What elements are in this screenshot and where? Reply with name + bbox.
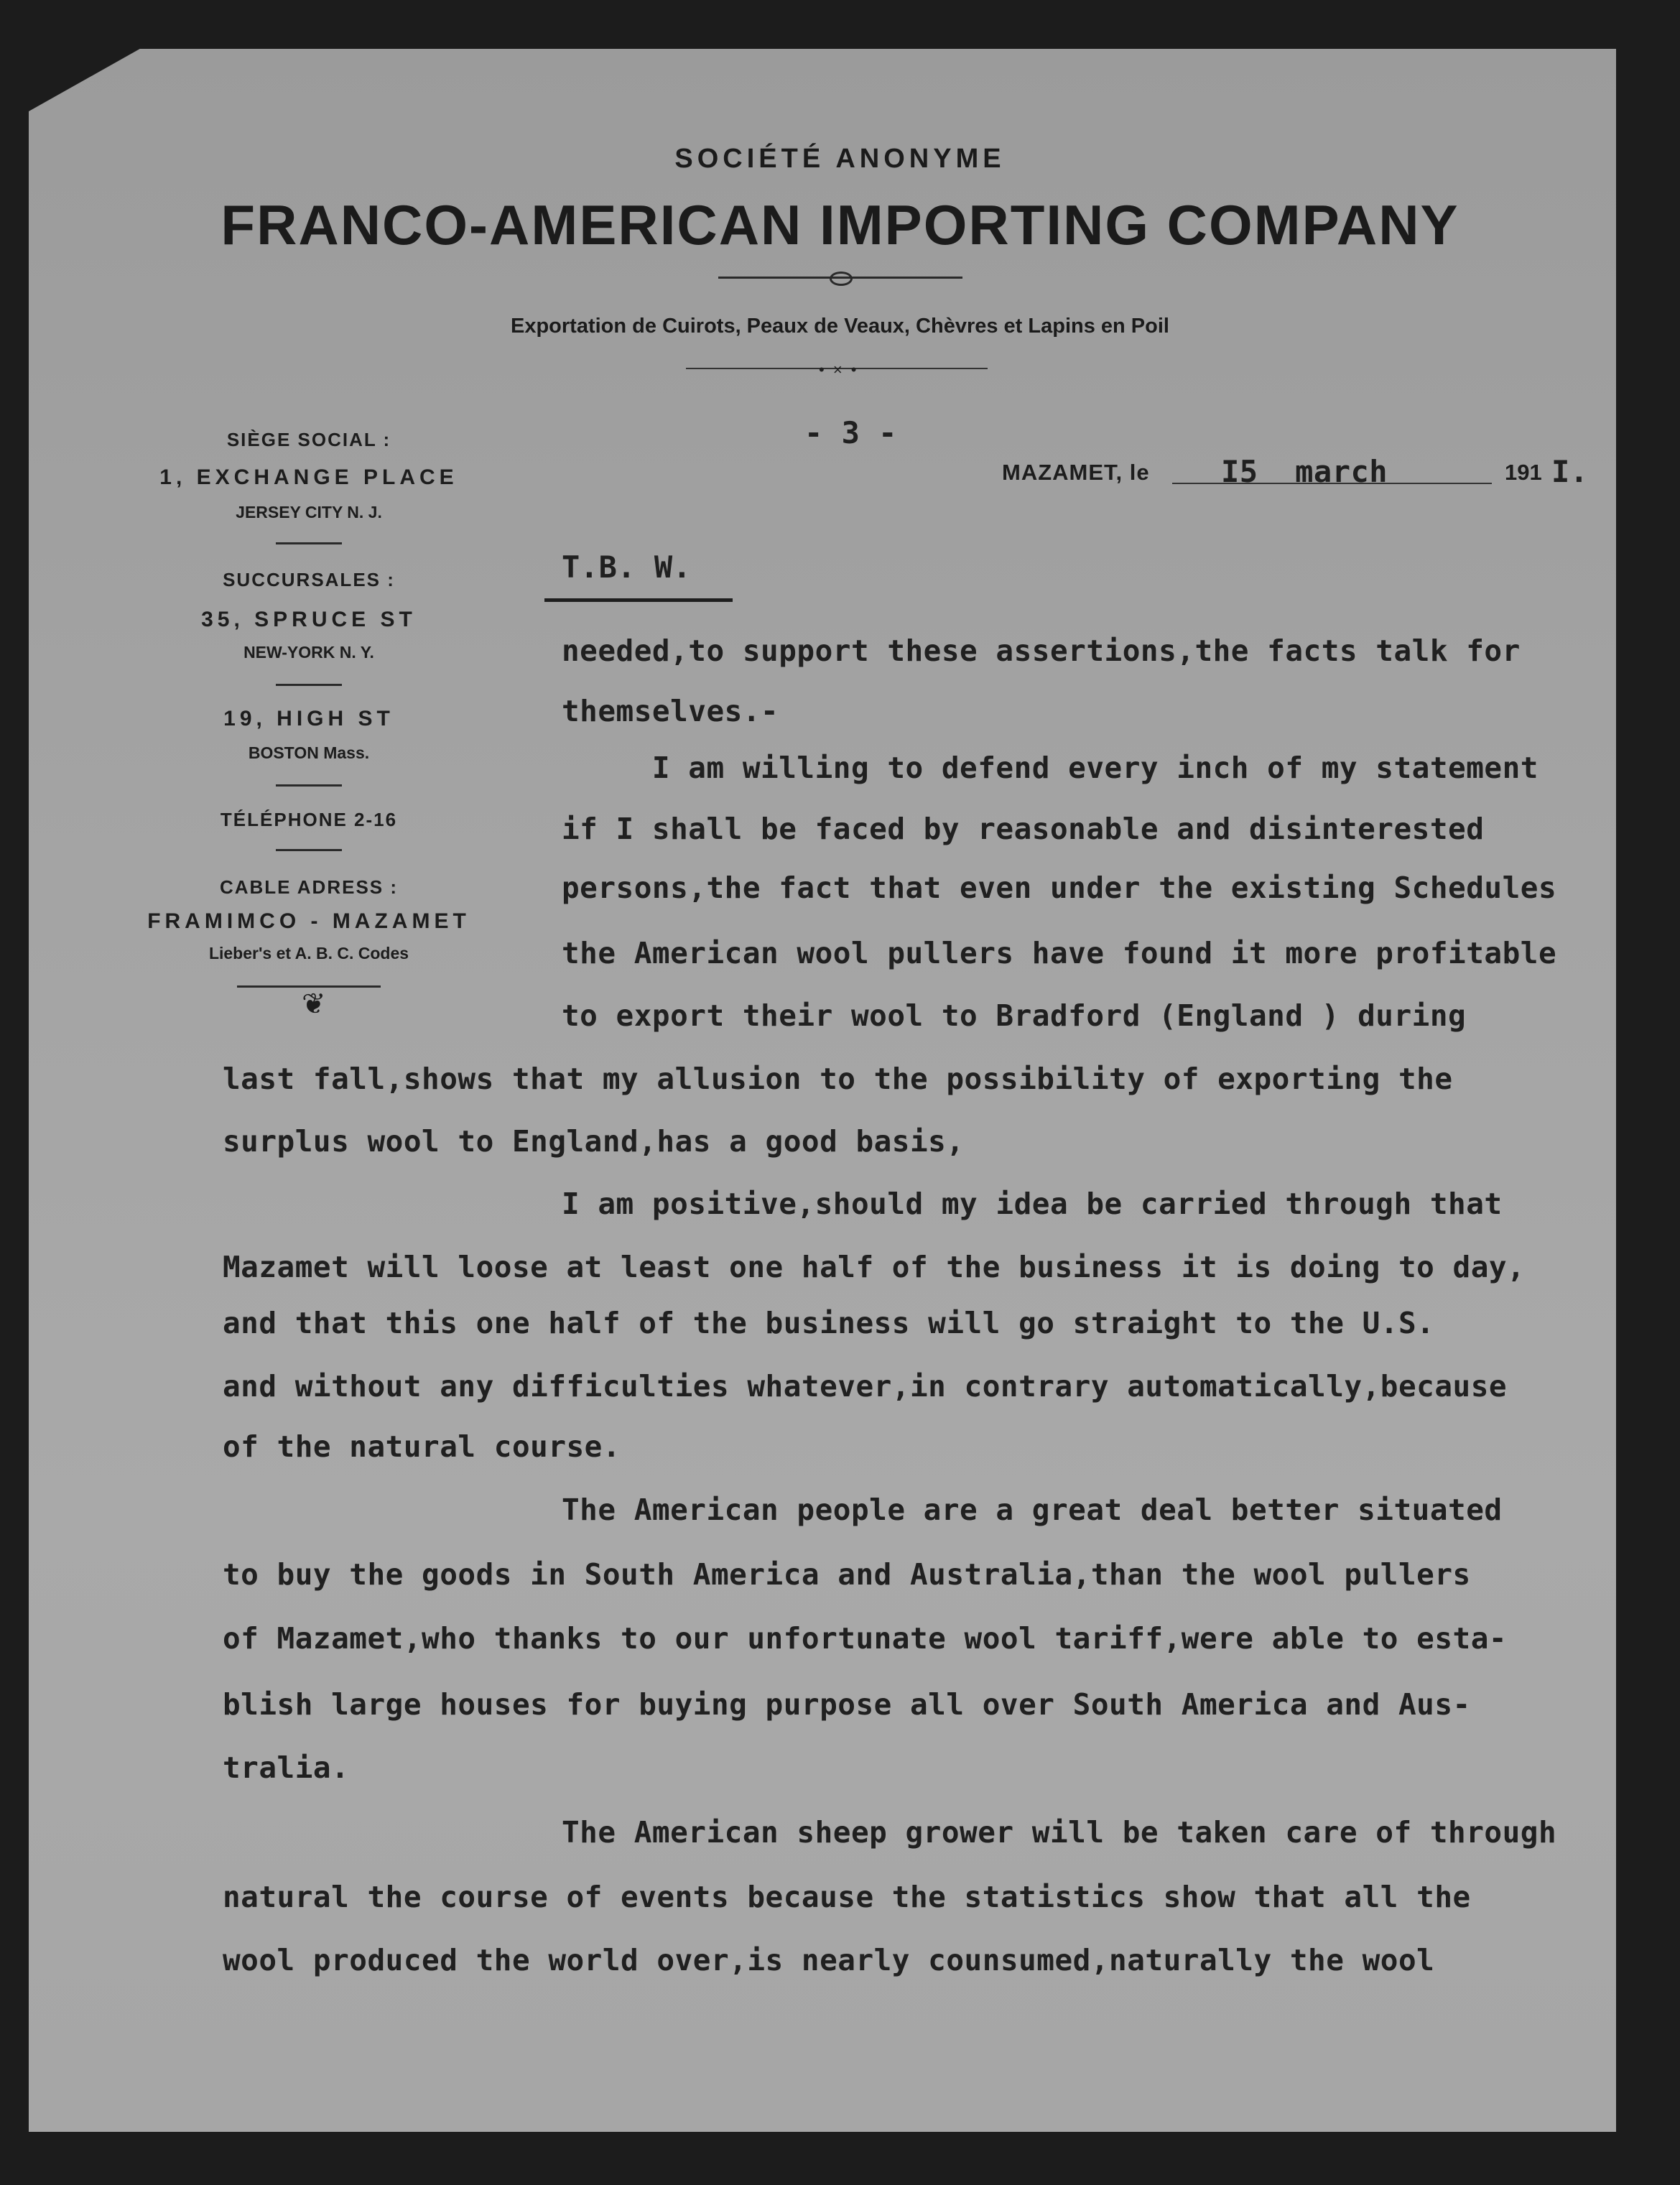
body-line: natural the course of events because the statistics show that all the [223, 1880, 1471, 1914]
siege-address: 1, EXCHANGE PLACE [159, 465, 458, 489]
body-line: The American people are a great deal better situated [562, 1493, 1503, 1527]
dateline-date: I5 march [1221, 454, 1388, 489]
sidebar-divider [276, 684, 342, 686]
body-line: The American sheep grower will be taken care of through [562, 1815, 1557, 1850]
siege-label: SIÈGE SOCIAL : [226, 429, 391, 450]
body-line: themselves.- [562, 694, 779, 728]
codes: Lieber's et A. B. C. Codes [208, 944, 409, 962]
body-line: tralia. [223, 1750, 350, 1785]
body-line: Mazamet will loose at least one half of the business it is doing to day, [223, 1250, 1526, 1284]
siege-city: JERSEY CITY N. J. [236, 503, 382, 521]
sidebar-divider [276, 849, 342, 851]
cable-address: FRAMIMCO - MAZAMET [147, 909, 470, 933]
branch2-city: BOSTON Mass. [248, 743, 370, 762]
body-line: to export their wool to Bradford (England ) during [562, 998, 1467, 1033]
sidebar-divider [276, 542, 342, 544]
dateline-place: MAZAMET, le [1002, 460, 1150, 485]
addressee-underline [544, 598, 733, 602]
dateline-year-typed: I. [1551, 454, 1589, 489]
dateline-year-prefix: 191 [1505, 460, 1542, 485]
letterhead-export-line: Exportation de Cuirots, Peaux de Veaux, Chèvres et Lapins en Poil [511, 315, 1169, 338]
flourish-icon: ❦ [302, 988, 326, 1020]
body-line: I am willing to defend every inch of my statement [562, 751, 1539, 785]
addressee: T.B. W. [562, 549, 692, 585]
cable-label: CABLE ADRESS : [219, 876, 399, 898]
letterhead-societe: SOCIÉTÉ ANONYME [674, 144, 1006, 174]
body-line: persons,the fact that even under the existing Schedules [562, 871, 1557, 905]
succursales-label: SUCCURSALES : [223, 569, 395, 590]
branch1-address: 35, SPRUCE ST [201, 608, 417, 631]
body-line: and without any difficulties whatever,in contrary automatically,because [223, 1369, 1508, 1404]
telephone: TÉLÉPHONE 2-16 [220, 809, 398, 830]
letterhead-company-name: FRANCO-AMERICAN IMPORTING COMPANY [221, 193, 1459, 256]
body-line: and that this one half of the business will go straight to the U.S. [223, 1306, 1435, 1340]
body-line: of the natural course. [223, 1429, 621, 1464]
branch2-address: 19, HIGH ST [223, 707, 394, 730]
body-line: wool produced the world over,is nearly counsumed,naturally the wool [223, 1943, 1435, 1977]
body-line: surplus wool to England,has a good basis, [223, 1124, 965, 1159]
body-line: needed,to support these assertions,the facts talk for [562, 634, 1521, 668]
body-line: last fall,shows that my allusion to the possibility of exporting the [223, 1062, 1453, 1096]
body-line: the American wool pullers have found it more profitable [562, 936, 1557, 970]
sidebar-divider [276, 784, 342, 787]
body-line: blish large houses for buying purpose all over South America and Aus- [223, 1687, 1471, 1722]
branch1-city: NEW-YORK N. Y. [243, 643, 374, 662]
body-line: I am positive,should my idea be carried through that [562, 1187, 1503, 1221]
body-line: to buy the goods in South America and Australia,than the wool pullers [223, 1557, 1471, 1592]
letterhead-divider-icon: • × • [819, 361, 859, 379]
letterhead-ornament-icon [830, 272, 853, 286]
body-line: if I shall be faced by reasonable and disinterested [562, 812, 1485, 846]
body-line: of Mazamet,who thanks to our unfortunate wool tariff,were able to esta- [223, 1621, 1508, 1656]
page-number: - 3 - [804, 415, 897, 450]
